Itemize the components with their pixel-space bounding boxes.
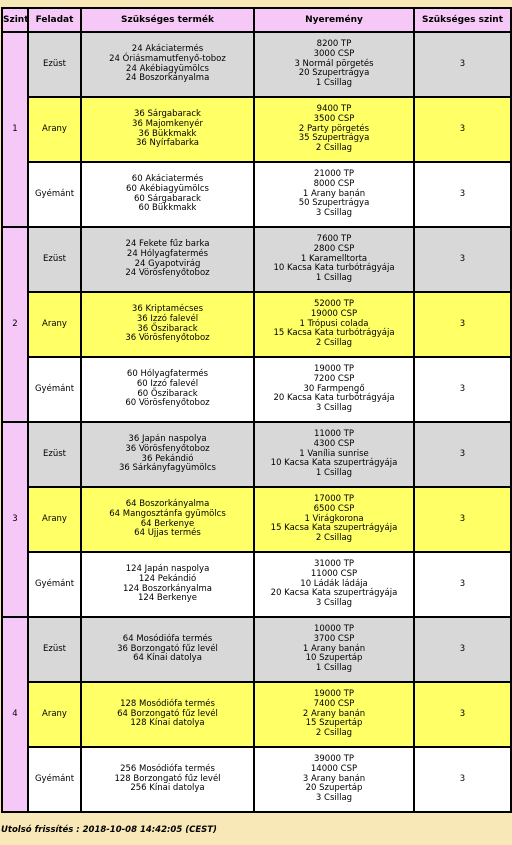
task-cell: Arany <box>29 293 80 356</box>
table-row <box>3 163 510 226</box>
required-item: 24 Vörösfenyőtoboz <box>125 268 210 279</box>
level-cell: 3 <box>3 423 27 616</box>
required-items-cell <box>82 488 253 551</box>
reward-item: 7400 CSP <box>313 698 355 709</box>
required-item: 24 Akáciatermés <box>131 43 204 54</box>
reward-item: 35 Szupertrágya <box>298 133 370 144</box>
required-items-cell <box>82 293 253 356</box>
required-level-cell: 3 <box>415 163 510 226</box>
levels-table-container <box>1 7 510 813</box>
rewards-cell <box>255 358 413 421</box>
reward-item: 10000 TP <box>313 624 355 634</box>
reward-item: 1 Karamelltorta <box>300 253 368 264</box>
required-item: 60 Hólyagfatermés <box>126 368 209 379</box>
required-item: 60 Vörösfenyőtoboz <box>125 398 210 409</box>
task-cell: Ezüst <box>29 618 80 681</box>
required-item: 60 Akáciatermés <box>131 173 204 184</box>
required-item: 36 Bükkmakk <box>138 128 197 139</box>
required-item: 256 Mosódiófa termés <box>120 763 215 774</box>
reward-item: 8200 TP <box>316 39 352 49</box>
reward-item: 3 Csillag <box>315 793 353 804</box>
table-row <box>3 488 510 551</box>
reward-item: 7200 CSP <box>313 373 355 384</box>
task-cell: Ezüst <box>29 228 80 291</box>
required-level-cell: 3 <box>415 488 510 551</box>
reward-item: 21000 TP <box>313 169 355 179</box>
reward-item: 2800 CSP <box>313 243 355 254</box>
reward-item: 2 Csillag <box>315 338 353 349</box>
required-item: 60 Akébiagyümölcs <box>126 183 209 194</box>
required-item: 24 Óriásmamutfenyő-toboz <box>109 53 226 64</box>
required-level-cell: 3 <box>415 358 510 421</box>
reward-item: 15 Szupertáp <box>305 718 363 729</box>
required-item: 64 Boszorkányalma <box>125 498 210 509</box>
reward-item: 50 Szupertrágya <box>298 198 370 209</box>
task-cell: Arany <box>29 683 80 746</box>
reward-item: 3 Normál pörgetés <box>294 58 374 69</box>
required-item: 36 Sárgabarack <box>134 108 201 119</box>
required-item: 60 Sárgabarack <box>134 193 201 204</box>
reward-item: 6500 CSP <box>313 503 355 514</box>
table-row <box>3 293 510 356</box>
reward-item: 10 Ládák ládája <box>300 578 368 589</box>
reward-item: 52000 TP <box>313 299 355 309</box>
required-item: 124 Pekándió <box>138 573 197 584</box>
required-level-cell: 3 <box>415 618 510 681</box>
required-item: 36 Majomkenyér <box>132 118 203 129</box>
rewards-cell <box>255 618 413 681</box>
reward-item: 20 Kacsa Kata turbótrágyája <box>273 393 395 404</box>
rewards-cell <box>255 228 413 291</box>
reward-item: 10 Kacsa Kata szupertrágyája <box>270 458 398 469</box>
task-cell: Gyémánt <box>29 748 80 811</box>
required-item: 36 Pekándió <box>141 453 194 464</box>
required-items-cell <box>82 358 253 421</box>
required-item: 60 Izzó falevél <box>136 378 199 389</box>
required-item: 36 Nyírfabarka <box>135 138 200 149</box>
required-item: 64 Ujjas termés <box>134 528 201 539</box>
required-items-cell <box>82 33 253 96</box>
task-cell: Arany <box>29 98 80 161</box>
task-cell: Gyémánt <box>29 553 80 616</box>
reward-item: 19000 TP <box>313 689 355 699</box>
rewards-cell <box>255 293 413 356</box>
reward-item: 31000 TP <box>313 559 355 569</box>
rewards-cell <box>255 33 413 96</box>
reward-item: 17000 TP <box>313 494 355 504</box>
required-level-cell: 3 <box>415 293 510 356</box>
reward-item: 20 Kacsa Kata szupertrágyája <box>270 588 398 599</box>
reward-item: 1 Arany banán <box>302 188 366 199</box>
required-items-cell <box>82 228 253 291</box>
reward-item: 2 Csillag <box>315 728 353 739</box>
reward-item: 3 Csillag <box>315 208 353 219</box>
table-header-row <box>3 9 510 31</box>
table-row <box>3 228 510 291</box>
header-level: Szint <box>3 9 27 31</box>
required-items-cell <box>82 98 253 161</box>
rewards-cell <box>255 488 413 551</box>
reward-item: 2 Party pörgetés <box>298 123 370 134</box>
reward-item: 1 Vanília sunrise <box>299 448 369 459</box>
required-level-cell: 3 <box>415 98 510 161</box>
required-item: 60 Bükkmakk <box>138 203 197 214</box>
required-item: 36 Borzongató fűz levél <box>117 643 218 654</box>
table-row <box>3 618 510 681</box>
required-items-cell <box>82 163 253 226</box>
reward-item: 2 Csillag <box>315 533 353 544</box>
table-row <box>3 358 510 421</box>
required-item: 36 Vörösfenyőtoboz <box>125 333 210 344</box>
header-required-level: Szükséges szint <box>415 9 510 31</box>
rewards-cell <box>255 683 413 746</box>
rewards-cell <box>255 553 413 616</box>
required-item: 24 Hólyagfatermés <box>126 248 209 259</box>
required-item: 128 Borzongató fűz levél <box>114 773 221 784</box>
reward-item: 19000 CSP <box>310 308 358 319</box>
reward-item: 9400 TP <box>316 104 352 114</box>
required-item: 64 Mosódiófa termés <box>122 633 213 644</box>
required-level-cell: 3 <box>415 228 510 291</box>
rewards-cell <box>255 748 413 811</box>
required-item: 36 Japán naspolya <box>128 433 207 444</box>
reward-item: 1 Csillag <box>315 78 353 89</box>
required-item: 64 Mangosztánfa gyümölcs <box>109 508 226 519</box>
reward-item: 11000 CSP <box>310 568 358 579</box>
required-level-cell: 3 <box>415 553 510 616</box>
table-row <box>3 683 510 746</box>
reward-item: 3 Arany banán <box>302 773 366 784</box>
required-item: 124 Berkenye <box>138 593 197 604</box>
required-items-cell <box>82 748 253 811</box>
header-rewards: Nyeremény <box>255 9 413 31</box>
reward-item: 3 Csillag <box>315 598 353 609</box>
level-cell: 2 <box>3 228 27 421</box>
required-item: 128 Mosódiófa termés <box>120 698 215 709</box>
reward-item: 8000 CSP <box>313 178 355 189</box>
task-cell: Ezüst <box>29 33 80 96</box>
reward-item: 3000 CSP <box>313 48 355 59</box>
required-item: 24 Gyapotvirág <box>134 258 201 269</box>
required-item: 64 Berkenye <box>140 518 195 529</box>
table-row <box>3 33 510 96</box>
reward-item: 4300 CSP <box>313 438 355 449</box>
reward-item: 10 Szupertáp <box>305 653 363 664</box>
reward-item: 14000 CSP <box>310 763 358 774</box>
header-required-items: Szükséges termék <box>82 9 253 31</box>
required-item: 64 Kínai datolya <box>133 653 202 664</box>
reward-item: 20 Szupertáp <box>305 783 363 794</box>
header-task: Feladat <box>29 9 80 31</box>
reward-item: 1 Virágkorona <box>304 513 364 524</box>
reward-item: 1 Trópusi colada <box>299 318 369 329</box>
reward-item: 1 Arany banán <box>302 643 366 654</box>
required-item: 24 Boszorkányalma <box>125 73 210 84</box>
reward-item: 2 Csillag <box>315 143 353 154</box>
reward-item: 15 Kacsa Kata szupertrágyája <box>270 523 398 534</box>
required-item: 36 Vörösfenyőtoboz <box>125 443 210 454</box>
required-items-cell <box>82 423 253 486</box>
required-level-cell: 3 <box>415 33 510 96</box>
reward-item: 10 Kacsa Kata turbótrágyája <box>273 263 395 274</box>
reward-item: 3700 CSP <box>313 633 355 644</box>
task-cell: Arany <box>29 488 80 551</box>
required-item: 256 Kínai datolya <box>130 783 205 794</box>
rewards-cell <box>255 163 413 226</box>
last-updated: Utolsó frissítés : 2018-10-08 14:42:05 (CEST) <box>1 825 217 835</box>
reward-item: 3 Csillag <box>315 403 353 414</box>
reward-item: 1 Csillag <box>315 468 353 479</box>
reward-item: 7600 TP <box>316 234 352 244</box>
levels-table <box>1 7 512 813</box>
required-level-cell: 3 <box>415 423 510 486</box>
required-level-cell: 3 <box>415 748 510 811</box>
required-item: 124 Japán naspolya <box>125 563 210 574</box>
reward-item: 20 Szupertrágya <box>298 68 370 79</box>
table-row <box>3 748 510 811</box>
required-item: 36 Kriptamécses <box>131 303 204 314</box>
required-item: 24 Fekete fűz barka <box>125 238 210 249</box>
table-row <box>3 98 510 161</box>
required-level-cell: 3 <box>415 683 510 746</box>
table-row <box>3 553 510 616</box>
reward-item: 11000 TP <box>313 429 355 439</box>
rewards-cell <box>255 98 413 161</box>
required-item: 36 Őszibarack <box>137 323 198 334</box>
table-row <box>3 423 510 486</box>
required-item: 124 Boszorkányalma <box>122 583 212 594</box>
task-cell: Gyémánt <box>29 163 80 226</box>
required-items-cell <box>82 683 253 746</box>
level-cell: 4 <box>3 618 27 811</box>
reward-item: 3500 CSP <box>313 113 355 124</box>
reward-item: 39000 TP <box>313 754 355 764</box>
reward-item: 1 Csillag <box>315 273 353 284</box>
task-cell: Gyémánt <box>29 358 80 421</box>
reward-item: 1 Csillag <box>315 663 353 674</box>
required-item: 36 Sárkányfagyümölcs <box>119 463 216 474</box>
required-item: 36 Izzó falevél <box>136 313 199 324</box>
required-items-cell <box>82 553 253 616</box>
required-items-cell <box>82 618 253 681</box>
reward-item: 15 Kacsa Kata turbótrágyája <box>273 328 395 339</box>
required-item: 60 Őszibarack <box>137 388 198 399</box>
level-cell: 1 <box>3 33 27 226</box>
reward-item: 30 Farmpengő <box>303 383 365 394</box>
required-item: 24 Akébiagyümölcs <box>126 63 209 74</box>
rewards-cell <box>255 423 413 486</box>
required-item: 64 Borzongató fűz levél <box>117 708 218 719</box>
task-cell: Ezüst <box>29 423 80 486</box>
reward-item: 19000 TP <box>313 364 355 374</box>
reward-item: 2 Arany banán <box>302 708 366 719</box>
required-item: 128 Kínai datolya <box>130 718 205 729</box>
